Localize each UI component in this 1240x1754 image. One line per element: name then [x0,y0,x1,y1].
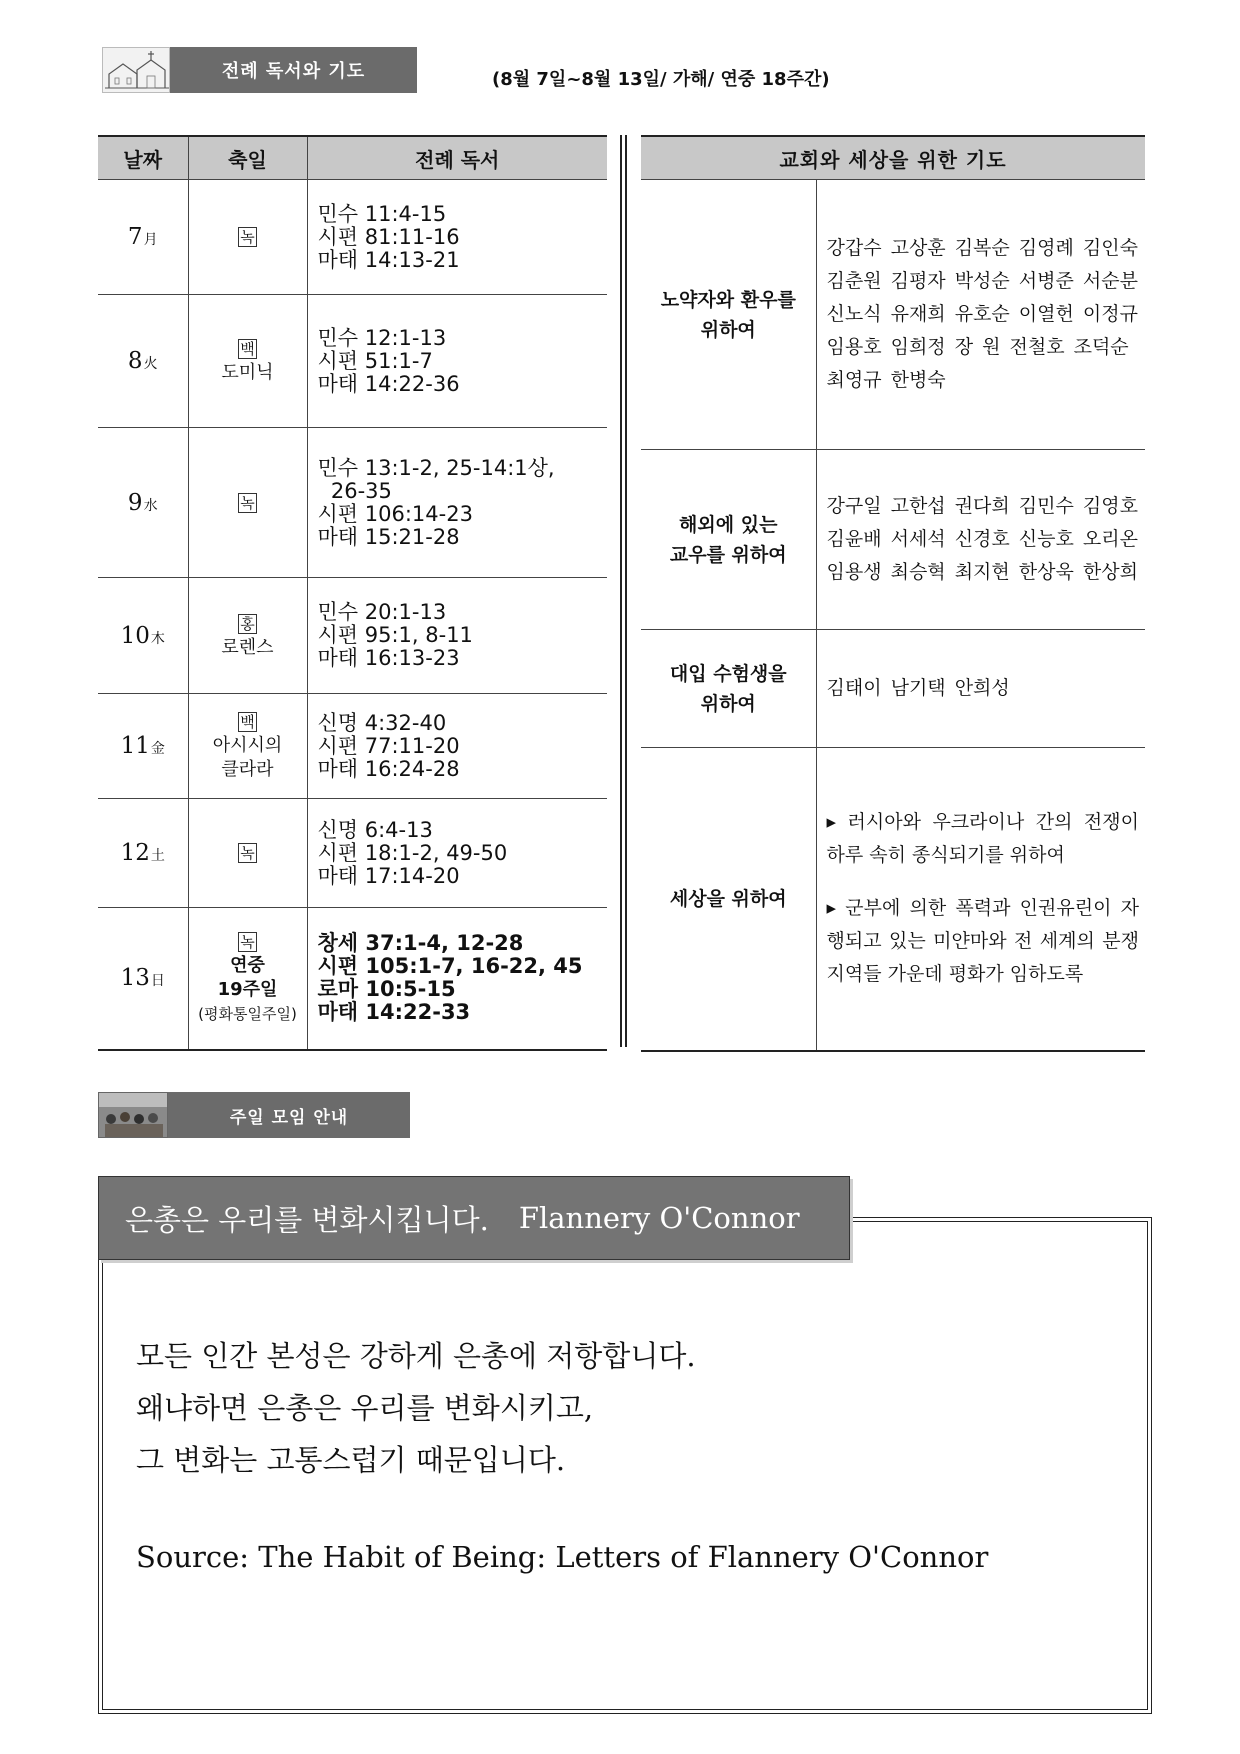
date-cell: 9水 [98,428,188,578]
liturgical-color-badge: 녹 [240,228,255,246]
prayer-names: 강구일 고한섭 권다희 김민수 김영호 김윤배 서세석 신경호 신능호 오리온 임용생 최승혁 최지현 한상욱 한상희 [816,450,1145,630]
list-item: ▸ 러시아와 우크라이나 간의 전쟁이 하루 속히 종식되기를 위하여 [826,811,1139,867]
header-date: 날짜 [98,136,188,180]
quote-body: 모든 인간 본성은 강하게 은총에 저항합니다. 왜냐하면 은총은 우리를 변화시키고, 그 변화는 고통스럽기 때문입니다. [136,1339,696,1477]
table-row [641,450,1145,630]
quote-title: 은총은 우리를 변화시킵니다. [125,1202,489,1237]
table-row [98,694,607,799]
table-row [98,295,607,428]
feast-cell: 백 아시시의 클라라 [188,694,307,799]
table-row [98,428,607,578]
date-cell: 11金 [98,694,188,799]
section-header-sunday [98,1092,410,1138]
date-cell: 13日 [98,908,188,1050]
feast-cell: 백 도미닉 [188,295,307,428]
liturgical-color-badge: 백 [240,340,255,358]
date-cell: 12土 [98,799,188,908]
feast-cell: 홍 로렌스 [188,578,307,694]
liturgical-color-badge: 백 [240,713,255,731]
table-row [641,180,1145,450]
readings-cell: 민수 20:1-13 시편 95:1, 8-11 마태 16:13-23 [307,578,607,694]
church-thumbnail [102,47,170,93]
prayer-topic: 노약자와 환우를 위하여 [641,180,816,450]
feast-cell [188,799,307,908]
table-row [98,180,607,295]
liturgical-color-badge: 홍 [240,614,255,633]
prayer-topic: 해외에 있는 교우를 위하여 [641,450,816,630]
prayer-header-row [641,136,1145,180]
prayer-world-items [816,748,1145,1051]
readings-cell: 민수 12:1-13 시편 51:1-7 마태 14:22-36 [307,295,607,428]
column-divider [620,135,627,1047]
prayer-table [641,135,1145,1052]
table-row [641,630,1145,748]
table-row [98,799,607,908]
feast-note: (평화통일주일) [198,1005,297,1024]
liturgical-color-badge: 녹 [240,844,255,862]
gathering-photo-thumbnail [98,1092,168,1138]
readings-table [98,135,607,1051]
table-row [98,578,607,694]
readings-cell: 창세 37:1-4, 12-28 시편 105:1-7, 16-22, 45 로마 10:5-15 마태 14:22-33 [307,908,607,1050]
prayer-topic: 세상을 위하여 [641,748,816,1051]
date-cell: 8火 [98,295,188,428]
header-feast: 축일 [188,136,307,180]
section-title: 주일 모임 안내 [168,1092,410,1138]
table-row [641,748,1145,1051]
prayer-names: 강갑수 고상훈 김복순 김영례 김인숙 김춘원 김평자 박성순 서병준 서순분 신노식 유재희 유호순 이열헌 이정규 임용호 임희정 장 원 전철호 조덕순 최영규 한병숙 [816,180,1145,450]
readings-cell: 민수 11:4-15 시편 81:11-16 마태 14:13-21 [307,180,607,295]
week-subtitle: (8월 7일~8월 13일/ 가해/ 연중 18주간) [492,69,830,90]
feast-cell [188,428,307,578]
readings-cell: 신명 6:4-13 시편 18:1-2, 49-50 마태 17:14-20 [307,799,607,908]
readings-cell: 민수 13:1-2, 25-14:1상, 26-35 시편 106:14-23 마태 15:21-28 [307,428,607,578]
feast-cell: 녹 연중 19주일 (평화통일주일) [188,908,307,1050]
list-item: ▸ 군부에 의한 폭력과 인권유린이 자행되고 있는 미얀마와 전 세계의 분쟁 지역들 가운데 평화가 임하도록 [826,897,1139,986]
quote-title-banner [98,1176,850,1260]
liturgical-color-badge: 녹 [240,933,255,952]
quote-author: Flannery O'Connor [518,1201,800,1235]
date-cell: 10木 [98,578,188,694]
table-row [98,908,607,1050]
prayer-names: 김태이 남기택 안희성 [816,630,1145,748]
section-title: 전례 독서와 기도 [170,47,417,93]
prayer-topic: 대입 수험생을 위하여 [641,630,816,748]
quote-source: Source: The Habit of Being: Letters of Flannery O'Connor [136,1540,989,1574]
header-readings: 전례 독서 [307,136,607,180]
section-header-readings [102,47,417,93]
prayer-header: 교회와 세상을 위한 기도 [641,136,1145,180]
liturgical-color-badge: 녹 [240,493,255,512]
feast-cell [188,180,307,295]
readings-header-row [98,136,607,180]
date-cell: 7月 [98,180,188,295]
readings-cell: 신명 4:32-40 시편 77:11-20 마태 16:24-28 [307,694,607,799]
